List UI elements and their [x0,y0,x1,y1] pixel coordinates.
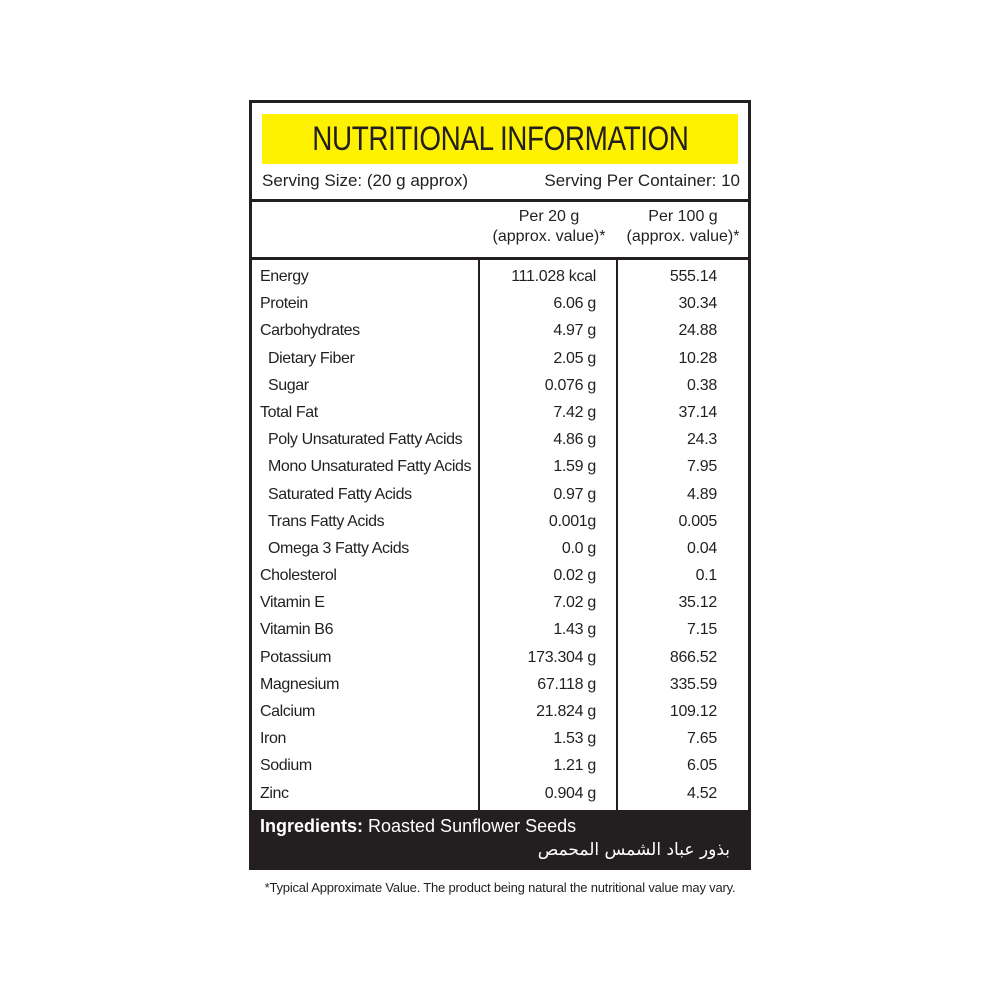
column-header-line: (approx. value)* [492,228,606,245]
table-row [252,780,748,807]
value-per-100g: 7.95 [687,458,717,476]
nutrient-name: Mono Unsaturated Fatty Acids [268,458,472,476]
nutrient-name: Carbohydrates [260,322,360,340]
table-row [252,290,748,317]
table-row [252,399,748,426]
ingredients-block [252,810,748,867]
value-per-20g: 7.42 g [553,403,596,421]
value-per-100g: 35.12 [678,594,717,612]
nutrition-label [249,100,751,870]
value-per-100g: 24.88 [678,322,717,340]
nutrient-name: Sugar [268,376,309,394]
value-per-100g: 335.59 [669,675,717,693]
value-per-20g: 21.824 g [536,703,596,720]
table-row [252,508,748,535]
table-row [252,698,748,725]
nutrient-name: Trans Fatty Acids [268,512,385,530]
value-per-20g: 4.86 g [553,431,596,449]
table-row [252,453,748,480]
footnote: *Typical Approximate Value. The product being natural the nutritional value may vary. [264,880,736,895]
table-row [252,345,748,372]
value-per-20g: 0.904 g [544,784,596,802]
label-title: NUTRITIONAL INFORMATION [311,119,689,158]
value-per-100g: 4.52 [687,784,717,802]
value-per-100g: 10.28 [678,349,717,367]
nutrient-name: Vitamin E [260,594,325,612]
table-row [252,481,748,508]
divider [252,199,748,202]
value-per-20g: 1.53 g [553,730,596,748]
nutrient-name: Dietary Fiber [268,349,355,367]
value-per-100g: 0.04 [687,539,717,557]
table-row [252,372,748,399]
table-row [252,644,748,671]
value-per-100g: 7.15 [687,621,717,639]
serving-info [262,171,740,197]
value-per-20g: 6.06 g [553,295,596,313]
table-row [252,562,748,589]
table-row [252,752,748,779]
column-header-per-100g [618,207,748,247]
column-header-line: (approx. value)* [626,228,740,245]
value-per-20g: 1.21 g [553,757,596,775]
nutrient-name: Iron [260,730,286,748]
table-row [252,263,748,290]
value-per-20g: 0.97 g [553,485,596,503]
ingredients-english [260,816,576,837]
ingredients-arabic: بذور عباد الشمس المحمص [537,840,730,860]
value-per-100g: 37.14 [678,403,717,421]
column-header-per-20g [480,207,618,247]
value-per-20g: 2.05 g [553,349,596,367]
value-per-20g: 111.028 kcal [511,268,596,285]
value-per-100g: 0.1 [695,567,717,585]
value-per-20g: 7.02 g [553,594,596,612]
nutrient-name: Vitamin B6 [260,621,334,639]
nutrient-name: Magnesium [260,675,340,693]
ingredients-value: Roasted Sunflower Seeds [363,816,577,836]
nutrient-name: Energy [260,268,309,285]
value-per-20g: 0.02 g [553,567,596,585]
nutrient-name: Saturated Fatty Acids [268,485,412,503]
nutrient-table [252,263,748,807]
nutrient-name: Calcium [260,703,315,720]
nutrient-name: Poly Unsaturated Fatty Acids [268,431,463,449]
column-header-line: Per 100 g [648,208,718,225]
table-row [252,317,748,344]
table-row [252,426,748,453]
table-row [252,725,748,752]
serving-per-container: Serving Per Container: 10 [544,171,740,190]
value-per-100g: 7.65 [687,730,717,748]
value-per-20g: 0.0 g [561,539,596,557]
value-per-20g: 1.43 g [553,621,596,639]
nutrient-name: Protein [260,295,308,313]
ingredients-label: Ingredients: [260,816,364,836]
value-per-100g: 109.12 [669,703,717,720]
nutrient-name: Sodium [260,757,312,775]
value-per-100g: 866.52 [669,648,717,666]
nutrient-name: Potassium [260,648,332,666]
value-per-100g: 0.005 [678,512,717,530]
table-row [252,589,748,616]
value-per-20g: 1.59 g [553,458,596,476]
value-per-100g: 555.14 [669,268,717,285]
value-per-100g: 0.38 [687,376,717,394]
nutrient-name: Zinc [260,784,289,802]
table-row [252,535,748,562]
table-row [252,616,748,643]
table-row [252,671,748,698]
value-per-20g: 4.97 g [553,322,596,340]
title-bar [262,114,738,164]
nutrient-name: Cholesterol [260,567,337,585]
value-per-100g: 4.89 [687,485,717,503]
nutrient-name: Total Fat [260,403,318,421]
value-per-100g: 6.05 [687,757,717,775]
column-header-line: Per 20 g [518,208,580,225]
value-per-20g: 173.304 g [527,648,596,666]
nutrient-name: Omega 3 Fatty Acids [268,539,409,557]
serving-size: Serving Size: (20 g approx) [262,171,468,190]
divider [252,257,748,260]
value-per-20g: 0.076 g [544,376,596,394]
value-per-100g: 24.3 [687,431,717,449]
value-per-100g: 30.34 [678,295,717,313]
value-per-20g: 0.001g [548,512,596,530]
value-per-20g: 67.118 g [537,675,596,693]
